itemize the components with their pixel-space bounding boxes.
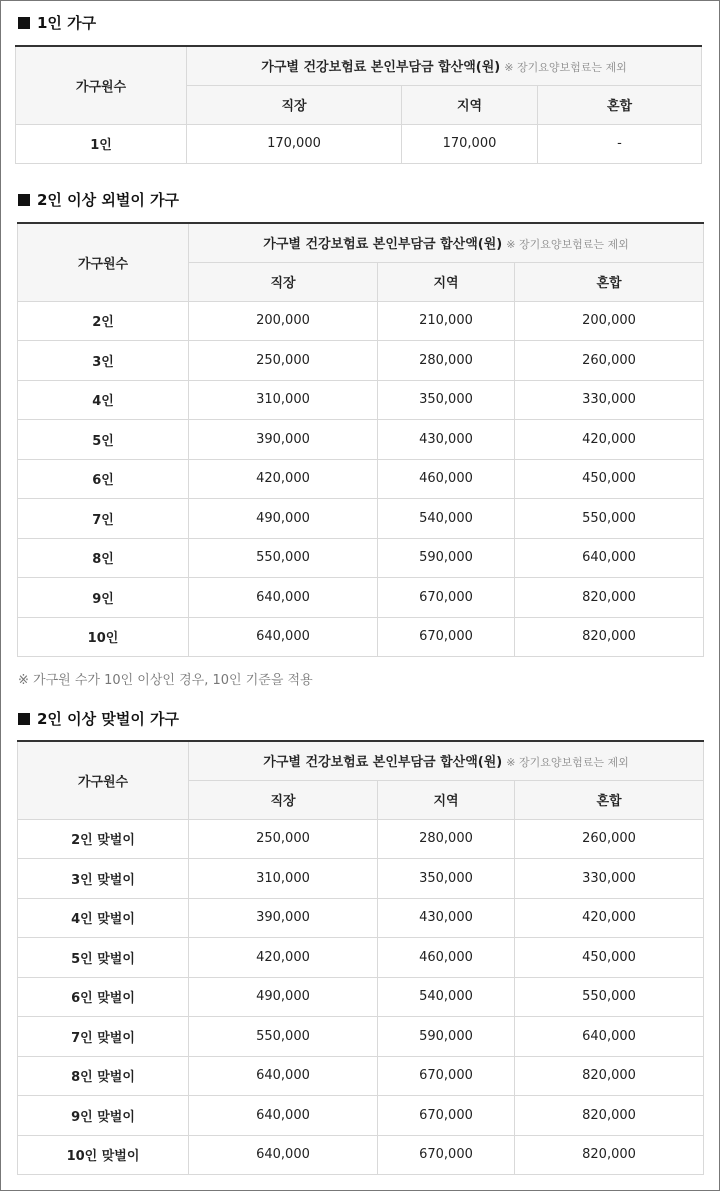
square-bullet-icon: [18, 713, 30, 725]
cell-mixed: 820,000: [515, 617, 704, 657]
table-row: [18, 819, 704, 859]
section-title-text: 2인 이상 맞벌이 가구: [37, 710, 180, 728]
row-label: 6인: [18, 459, 189, 499]
header-main-text: 가구별 건강보험료 본인부담금 합산액(원): [263, 237, 503, 253]
header-main: [189, 223, 704, 262]
cell-workplace: 550,000: [189, 1017, 378, 1057]
cell-workplace: 170,000: [187, 124, 402, 163]
cell-region: 670,000: [378, 1135, 515, 1175]
table-row: [16, 124, 702, 163]
row-label: 1인: [16, 124, 187, 163]
table-row: [18, 420, 704, 460]
cell-mixed: 200,000: [515, 301, 704, 341]
header-household: 가구원수: [16, 46, 187, 124]
cell-region: 540,000: [378, 499, 515, 539]
cell-mixed: 820,000: [515, 1135, 704, 1175]
cell-workplace: 250,000: [189, 341, 378, 381]
cell-region: 460,000: [378, 938, 515, 978]
header-col-mixed: 혼합: [515, 780, 704, 819]
cell-mixed: 640,000: [515, 538, 704, 578]
section-title-text: 2인 이상 외벌이 가구: [37, 191, 180, 209]
cell-mixed: 260,000: [515, 819, 704, 859]
footnote: ※ 가구원 수가 10인 이상인 경우, 10인 기준을 적용: [18, 673, 313, 688]
header-col-mixed: 혼합: [515, 262, 704, 301]
section-title-separate: [18, 189, 179, 210]
row-label: 7인 맞벌이: [18, 1017, 189, 1057]
table-single-household: [15, 45, 702, 164]
header-col-mixed: 혼합: [538, 85, 702, 124]
header-col-region: 지역: [378, 780, 515, 819]
row-label: 9인: [18, 578, 189, 618]
row-label: 10인: [18, 617, 189, 657]
cell-region: 280,000: [378, 341, 515, 381]
cell-mixed: 640,000: [515, 1017, 704, 1057]
cell-mixed: 420,000: [515, 420, 704, 460]
cell-workplace: 640,000: [189, 1135, 378, 1175]
table-row: [18, 459, 704, 499]
cell-workplace: 310,000: [189, 859, 378, 899]
cell-mixed: 420,000: [515, 898, 704, 938]
row-label: 9인 맞벌이: [18, 1096, 189, 1136]
cell-region: 280,000: [378, 819, 515, 859]
row-label: 5인: [18, 420, 189, 460]
cell-workplace: 490,000: [189, 977, 378, 1017]
cell-workplace: 420,000: [189, 459, 378, 499]
cell-region: 210,000: [378, 301, 515, 341]
row-label: 4인: [18, 380, 189, 420]
table-row: [18, 1056, 704, 1096]
cell-region: 590,000: [378, 1017, 515, 1057]
table-dual-household: [17, 740, 704, 1175]
table-separate-household: [17, 222, 704, 657]
table-row: [18, 1135, 704, 1175]
cell-workplace: 490,000: [189, 499, 378, 539]
table-row: [18, 578, 704, 618]
header-note: ※ 장기요양보험료는 제외: [506, 238, 629, 252]
cell-mixed: 450,000: [515, 459, 704, 499]
table-row: [18, 301, 704, 341]
cell-region: 670,000: [378, 1056, 515, 1096]
header-main-text: 가구별 건강보험료 본인부담금 합산액(원): [263, 755, 503, 771]
cell-mixed: 550,000: [515, 977, 704, 1017]
table-row: [18, 341, 704, 381]
row-label: 10인 맞벌이: [18, 1135, 189, 1175]
row-label: 5인 맞벌이: [18, 938, 189, 978]
cell-region: 670,000: [378, 1096, 515, 1136]
cell-workplace: 390,000: [189, 420, 378, 460]
cell-workplace: 640,000: [189, 1096, 378, 1136]
cell-mixed: 260,000: [515, 341, 704, 381]
header-note: ※ 장기요양보험료는 제외: [506, 756, 629, 770]
cell-mixed: -: [538, 124, 702, 163]
table-row: [18, 1017, 704, 1057]
cell-workplace: 200,000: [189, 301, 378, 341]
cell-mixed: 330,000: [515, 859, 704, 899]
cell-region: 540,000: [378, 977, 515, 1017]
square-bullet-icon: [18, 194, 30, 206]
row-label: 4인 맞벌이: [18, 898, 189, 938]
cell-region: 430,000: [378, 420, 515, 460]
table-row: [18, 898, 704, 938]
cell-mixed: 820,000: [515, 578, 704, 618]
cell-region: 670,000: [378, 578, 515, 618]
cell-workplace: 310,000: [189, 380, 378, 420]
cell-region: 670,000: [378, 617, 515, 657]
table-row: [18, 499, 704, 539]
row-label: 6인 맞벌이: [18, 977, 189, 1017]
cell-mixed: 550,000: [515, 499, 704, 539]
row-label: 3인 맞벌이: [18, 859, 189, 899]
header-col-workplace: 직장: [187, 85, 402, 124]
cell-workplace: 390,000: [189, 898, 378, 938]
cell-mixed: 820,000: [515, 1056, 704, 1096]
header-main-text: 가구별 건강보험료 본인부담금 합산액(원): [261, 60, 501, 76]
cell-region: 460,000: [378, 459, 515, 499]
header-note: ※ 장기요양보험료는 제외: [504, 61, 627, 75]
row-label: 8인 맞벌이: [18, 1056, 189, 1096]
row-label: 3인: [18, 341, 189, 381]
header-main: [189, 741, 704, 780]
table-row: [18, 859, 704, 899]
section-title-dual: [18, 708, 179, 729]
header-col-workplace: 직장: [189, 780, 378, 819]
row-label: 2인 맞벌이: [18, 819, 189, 859]
cell-mixed: 450,000: [515, 938, 704, 978]
cell-workplace: 640,000: [189, 578, 378, 618]
header-household: 가구원수: [18, 223, 189, 301]
cell-workplace: 420,000: [189, 938, 378, 978]
row-label: 7인: [18, 499, 189, 539]
cell-region: 350,000: [378, 859, 515, 899]
header-col-region: 지역: [378, 262, 515, 301]
table-row: [18, 1096, 704, 1136]
header-col-region: 지역: [402, 85, 538, 124]
header-col-workplace: 직장: [189, 262, 378, 301]
section-title-single: [18, 12, 96, 33]
header-main: [187, 46, 702, 85]
section-title-text: 1인 가구: [37, 14, 97, 32]
cell-workplace: 250,000: [189, 819, 378, 859]
row-label: 2인: [18, 301, 189, 341]
cell-region: 350,000: [378, 380, 515, 420]
cell-workplace: 640,000: [189, 617, 378, 657]
row-label: 8인: [18, 538, 189, 578]
table-row: [18, 977, 704, 1017]
cell-workplace: 550,000: [189, 538, 378, 578]
cell-region: 170,000: [402, 124, 538, 163]
header-household: 가구원수: [18, 741, 189, 819]
cell-region: 590,000: [378, 538, 515, 578]
cell-region: 430,000: [378, 898, 515, 938]
cell-workplace: 640,000: [189, 1056, 378, 1096]
table-row: [18, 380, 704, 420]
table-row: [18, 617, 704, 657]
square-bullet-icon: [18, 17, 30, 29]
table-row: [18, 538, 704, 578]
cell-mixed: 820,000: [515, 1096, 704, 1136]
cell-mixed: 330,000: [515, 380, 704, 420]
table-row: [18, 938, 704, 978]
